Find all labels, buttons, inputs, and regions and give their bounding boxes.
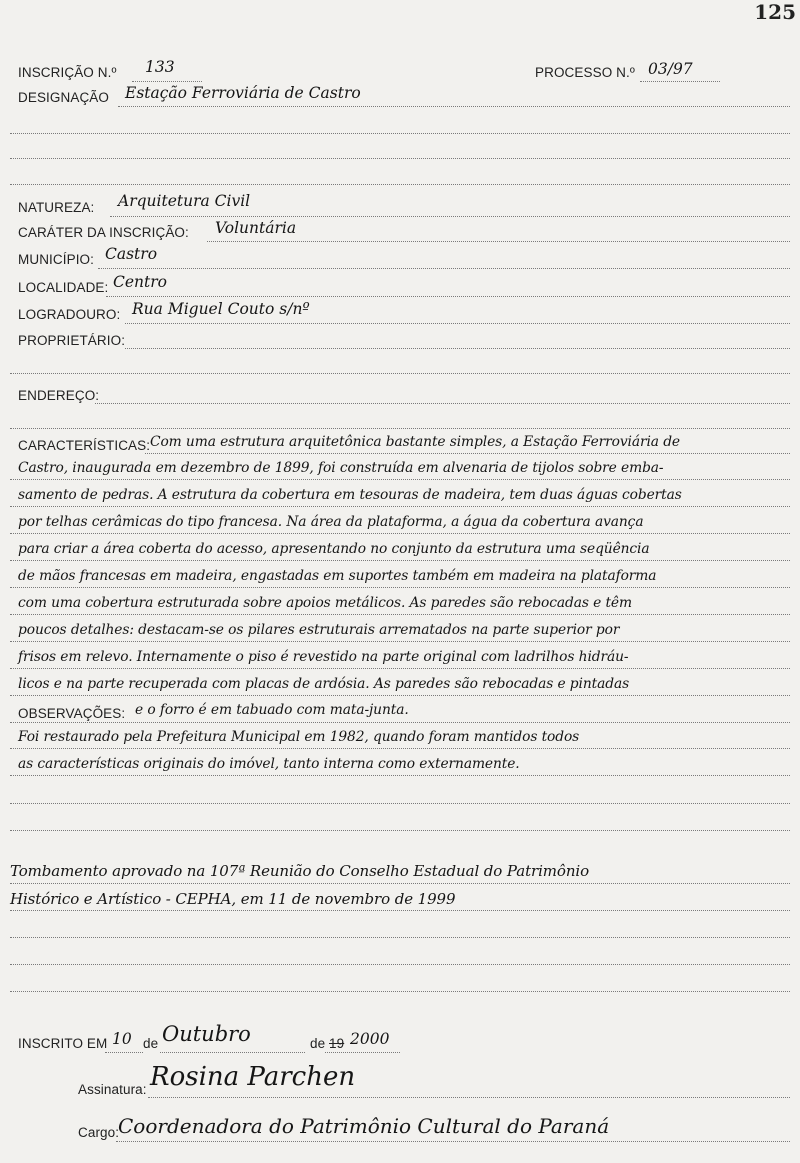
dotline xyxy=(10,910,790,911)
dotline xyxy=(10,479,790,480)
localidade-dotline xyxy=(106,296,790,297)
dotline xyxy=(10,560,790,561)
caracteristicas-line: Castro, inaugurada em dezembro de 1899, foi construída em alvenaria de tijolos sobre emba- xyxy=(18,460,664,476)
page-number: 125 xyxy=(754,0,796,24)
cargo-dotline xyxy=(116,1141,790,1142)
cargo-value: Coordenadora do Patrimônio Cultural do Paraná xyxy=(118,1114,610,1138)
municipio-label: MUNICÍPIO: xyxy=(18,252,95,267)
cargo-label: Cargo: xyxy=(78,1125,120,1140)
dotline xyxy=(10,587,790,588)
caracteristicas-line: para criar a área coberta do acesso, apresentando no conjunto da estrutura uma seqüência xyxy=(18,541,650,557)
de-label-2: de xyxy=(310,1036,326,1051)
inscricao-label: INSCRIÇÃO N.º xyxy=(18,65,117,80)
natureza-dotline xyxy=(110,216,790,217)
designacao-dotline xyxy=(118,106,790,107)
de-label-1: de xyxy=(143,1036,159,1051)
month-dotline xyxy=(160,1052,305,1053)
caracteristicas-dotline xyxy=(145,453,790,454)
processo-label: PROCESSO N.º xyxy=(535,65,635,80)
caracteristicas-line: poucos detalhes: destacam-se os pilares estruturais arrematados na parte superior por xyxy=(18,622,620,638)
localidade-label: LOCALIDADE: xyxy=(18,280,109,295)
dotline xyxy=(10,883,790,884)
observacoes-line: e o forro é em tabuado com mata-junta. xyxy=(135,702,409,718)
carater-value: Voluntária xyxy=(215,219,297,237)
blank-line xyxy=(10,964,790,965)
dotline xyxy=(10,614,790,615)
caracteristicas-line: Com uma estrutura arquitetônica bastante simples, a Estação Ferroviária de xyxy=(150,434,680,450)
assinatura-dotline xyxy=(148,1097,790,1098)
year-dotline xyxy=(325,1052,400,1053)
natureza-label: NATUREZA: xyxy=(18,200,95,215)
blank-line xyxy=(10,991,790,992)
processo-value: 03/97 xyxy=(648,60,693,78)
inscrito-label: INSCRITO EM xyxy=(18,1036,108,1051)
dotline xyxy=(10,722,790,723)
inscricao-value: 133 xyxy=(145,58,175,76)
natureza-value: Arquitetura Civil xyxy=(118,192,251,210)
caracteristicas-label: CARACTERÍSTICAS: xyxy=(18,438,151,453)
blank-line xyxy=(10,184,790,185)
dotline xyxy=(10,695,790,696)
blank-line xyxy=(10,158,790,159)
dotline xyxy=(10,641,790,642)
blank-line xyxy=(10,428,790,429)
designacao-value: Estação Ferroviária de Castro xyxy=(125,84,361,102)
designacao-label: DESIGNAÇÃO xyxy=(18,90,110,105)
inscrito-month: Outubro xyxy=(162,1022,251,1046)
tombamento-line: Histórico e Artístico - CEPHA, em 11 de novembro de 1999 xyxy=(10,890,456,908)
dotline xyxy=(10,506,790,507)
dotline xyxy=(10,748,790,749)
endereco-label: ENDEREÇO: xyxy=(18,388,100,403)
signature: Rosina Parchen xyxy=(150,1062,356,1092)
municipio-dotline xyxy=(98,268,790,269)
tombamento-line: Tombamento aprovado na 107ª Reunião do Conselho Estadual do Patrimônio xyxy=(10,862,590,880)
blank-line xyxy=(10,373,790,374)
caracteristicas-line: samento de pedras. A estrutura da cobertura em tesouras de madeira, tem duas águas cobertas xyxy=(18,487,682,503)
caracteristicas-line: frisos em relevo. Internamente o piso é revestido na parte original com ladrilhos hidráu- xyxy=(18,649,629,665)
year-struck: 19 xyxy=(329,1036,345,1051)
processo-dotline xyxy=(640,81,720,82)
logradouro-label: LOGRADOURO: xyxy=(18,307,121,322)
carater-dotline xyxy=(207,241,790,242)
municipio-value: Castro xyxy=(105,245,158,263)
logradouro-dotline xyxy=(125,323,790,324)
localidade-value: Centro xyxy=(113,273,167,291)
observacoes-line: Foi restaurado pela Prefeitura Municipal em 1982, quando foram mantidos todos xyxy=(18,729,580,745)
proprietario-label: PROPRIETÁRIO: xyxy=(18,333,126,348)
caracteristicas-line: licos e na parte recuperada com placas de ardósia. As paredes são rebocadas e pintadas xyxy=(18,676,630,692)
blank-line xyxy=(10,937,790,938)
blank-line xyxy=(10,803,790,804)
inscrito-year: 2000 xyxy=(350,1030,390,1048)
caracteristicas-line: de mãos francesas em madeira, engastadas em suportes também em madeira na plataforma xyxy=(18,568,657,584)
dotline xyxy=(10,533,790,534)
inscrito-day: 10 xyxy=(112,1030,132,1048)
observacoes-line: as características originais do imóvel, tanto interna como externamente. xyxy=(18,756,520,772)
dotline xyxy=(10,775,790,776)
inscricao-dotline xyxy=(132,81,202,82)
assinatura-label: Assinatura: xyxy=(78,1082,147,1097)
dotline xyxy=(10,668,790,669)
caracteristicas-line: por telhas cerâmicas do tipo francesa. Na área da plataforma, a água da cobertura avança xyxy=(18,514,644,530)
proprietario-dotline xyxy=(125,348,790,349)
endereco-dotline xyxy=(95,403,790,404)
logradouro-value: Rua Miguel Couto s/nº xyxy=(132,300,310,318)
blank-line xyxy=(10,133,790,134)
observacoes-label: OBSERVAÇÕES: xyxy=(18,706,126,721)
day-dotline xyxy=(105,1052,143,1053)
carater-label: CARÁTER DA INSCRIÇÃO: xyxy=(18,225,189,240)
blank-line xyxy=(10,830,790,831)
caracteristicas-line: com uma cobertura estruturada sobre apoios metálicos. As paredes são rebocadas e têm xyxy=(18,595,632,611)
